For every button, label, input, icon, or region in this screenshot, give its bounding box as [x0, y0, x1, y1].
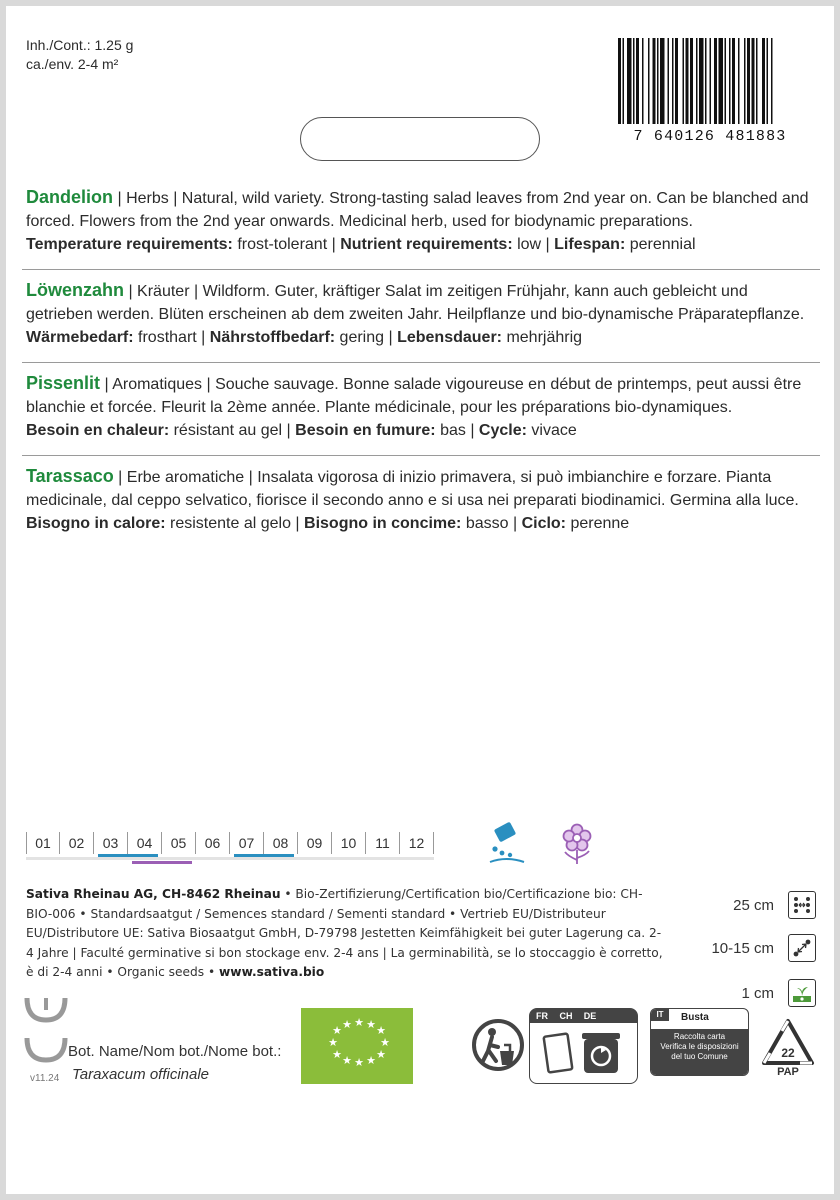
requirement-label: Lifespan:: [554, 236, 626, 253]
svg-text:★: ★: [354, 1016, 364, 1029]
eu-organic-logo: [301, 1008, 413, 1084]
divider: [22, 455, 820, 456]
requirement-value: basso |: [461, 515, 522, 532]
month-09: 09: [298, 832, 332, 854]
growing-requirements: [26, 419, 816, 442]
plant-spacing-value: 10-15 cm: [711, 939, 774, 957]
month-03: 03: [94, 832, 128, 854]
content-info: [26, 36, 133, 74]
botanical-name-label: Bot. Name/Nom bot./Nome bot.:: [68, 1043, 282, 1060]
requirement-value: mehrjährig: [502, 329, 583, 346]
hang-hole: [300, 117, 540, 161]
row-spacing: [690, 891, 816, 919]
country-de: DE: [583, 1011, 597, 1021]
variety-name: Dandelion: [26, 187, 114, 207]
paper-bin-icon: [584, 1039, 618, 1073]
content-area: ca./env. 2-4 m²: [26, 56, 119, 72]
month-06: 06: [196, 832, 230, 854]
calendar-baseline: [26, 857, 434, 860]
requirement-value: bas |: [435, 422, 479, 439]
company-info: [26, 885, 666, 983]
description-italian: [26, 465, 816, 535]
requirement-label: Besoin en fumure:: [295, 422, 436, 439]
requirement-label: Ciclo:: [521, 515, 567, 532]
row-spacing-value: 25 cm: [733, 896, 774, 914]
sowing-depth-icon: [788, 979, 816, 1007]
busta-title: Busta: [681, 1012, 709, 1023]
variety-name: Löwenzahn: [26, 280, 124, 300]
svg-text:★: ★: [376, 1048, 386, 1061]
requirement-label: Lebensdauer:: [397, 329, 502, 346]
month-10: 10: [332, 832, 366, 854]
tidyman-recycle-icon: [470, 1017, 526, 1073]
requirement-value: gering |: [335, 329, 398, 346]
requirement-value: frost-tolerant |: [232, 236, 341, 253]
plant-spacing: [690, 934, 816, 962]
pap-recycle-icon: [758, 1017, 818, 1077]
requirement-value: résistant au gel |: [169, 422, 296, 439]
company-details: • Bio-Zertifizierung/Certification bio/Certificazione bio: CH-BIO-006 • Standardsaatgut / Semences standard / Sementi standard • Vertrieb EU/Distributeur EU/Distributore UE: Sativa Biosaatgut GmbH, D-79798 Jestetten Keimfähigkeit bei guter Lagerung ca. 2-4 Jahre | Faculté germinative si bon stockage env. 2-4 ans | La germinabilità, se lo stoccaggio è corretto, è di 2-4 anni • Organic seeds •: [26, 887, 663, 979]
hanging-tab-icon: [24, 996, 68, 1024]
plant-spacing-icon: [788, 934, 816, 962]
busta-line-1: Raccolta carta: [673, 1032, 726, 1041]
company-website[interactable]: www.sativa.bio: [219, 965, 325, 979]
month-02: 02: [60, 832, 94, 854]
barcode: [604, 36, 816, 144]
botanical-name-value: Taraxacum officinale: [72, 1066, 210, 1083]
month-08: 08: [264, 832, 298, 854]
svg-text:★: ★: [328, 1036, 338, 1049]
requirement-value: low |: [512, 236, 555, 253]
requirement-label: Bisogno in calore:: [26, 515, 166, 532]
variety-name: Tarassaco: [26, 466, 114, 486]
pap-label: PAP: [777, 1066, 799, 1077]
requirement-value: vivace: [526, 422, 577, 439]
content-weight: Inh./Cont.: 1.25 g: [26, 37, 134, 53]
company-name: Sativa Rheinau AG, CH-8462 Rheinau: [26, 887, 281, 901]
requirement-label: Temperature requirements:: [26, 236, 233, 253]
svg-text:★: ★: [366, 1018, 376, 1031]
svg-text:★: ★: [376, 1024, 386, 1037]
italy-code: IT: [651, 1009, 669, 1021]
requirement-label: Nutrient requirements:: [340, 236, 513, 253]
version-label: v11.24: [30, 1073, 60, 1084]
month-01: 01: [26, 832, 60, 854]
svg-text:★: ★: [380, 1036, 390, 1049]
requirement-label: Bisogno in concime:: [304, 515, 462, 532]
sowing-period-bar: [234, 854, 294, 857]
sowing-depth-value: 1 cm: [741, 984, 774, 1002]
month-calendar: [26, 832, 434, 854]
svg-text:★: ★: [366, 1054, 376, 1067]
requirement-label: Nährstoffbedarf:: [209, 329, 336, 346]
requirement-value: resistente al gelo |: [165, 515, 305, 532]
requirement-value: perenne: [566, 515, 630, 532]
requirement-label: Cycle:: [478, 422, 527, 439]
busta-line-3: del tuo Comune: [671, 1052, 728, 1061]
variety-description: | Erbe aromatiche | Insalata vigorosa di inizio primavera, si può imbianchire e forzare. Pianta medicinale, dal ceppo selvatico, fiorisce il secondo anno e si usa nei preparati biodinamici. Germina alla luce.: [26, 469, 799, 509]
month-07: 07: [230, 832, 264, 854]
svg-text:★: ★: [332, 1024, 342, 1037]
month-05: 05: [162, 832, 196, 854]
description-french: [26, 372, 816, 442]
country-fr: FR: [536, 1011, 548, 1021]
variety-name: Pissenlit: [26, 373, 101, 393]
month-11: 11: [366, 832, 400, 854]
description-text: [26, 279, 816, 326]
variety-description: | Herbs | Natural, wild variety. Strong-tasting salad leaves from 2nd year on. Can be blanched and forced. Flowers from the 2nd year onwards. Medicinal herb, used for biodynamic preparations.: [26, 190, 809, 230]
variety-description: | Kräuter | Wildform. Guter, kräftiger Salat im zeitigen Frühjahr, kann auch gebleicht und getrieben werden. Blüten erscheinen ab dem zweiten Jahr. Heilpflanze und bio-dynamische Präparatepflanze.: [26, 283, 805, 323]
description-text: [26, 186, 816, 233]
triman-panel: [529, 1008, 638, 1084]
requirement-label: Wärmebedarf:: [26, 329, 134, 346]
sowing-depth: [690, 979, 816, 1007]
svg-text:★: ★: [354, 1056, 364, 1069]
divider: [22, 269, 820, 270]
italian-disposal-panel: [650, 1008, 749, 1076]
requirement-value: perennial: [625, 236, 696, 253]
svg-text:★: ★: [342, 1018, 352, 1031]
pap-number: 22: [781, 1046, 795, 1060]
variety-description: | Aromatiques | Souche sauvage. Bonne salade vigoureuse en début de printemps, peut aussi être blanchie et forcée. Fleurit la 2ème année. Plante médicinale, pour les préparations bio-dynamiques.: [26, 376, 802, 416]
month-12: 12: [400, 832, 434, 854]
description-text: [26, 465, 816, 512]
requirement-value: frosthart |: [133, 329, 210, 346]
divider: [22, 362, 820, 363]
description-text: [26, 372, 816, 419]
sowing-period-bar: [98, 854, 158, 857]
month-04: 04: [128, 832, 162, 854]
barcode-number: 7 640126 481883: [633, 128, 787, 144]
requirement-label: Besoin en chaleur:: [26, 422, 170, 439]
hanging-tab-icon: [24, 1036, 68, 1064]
description-english: [26, 186, 816, 256]
growing-requirements: [26, 233, 816, 256]
packet-icon: [544, 1034, 573, 1073]
description-german: [26, 279, 816, 349]
country-ch: CH: [559, 1011, 573, 1021]
sowing-icon: [486, 822, 528, 866]
flowering-period-bar: [132, 861, 192, 864]
growing-requirements: [26, 326, 816, 349]
flower-icon: [556, 822, 598, 866]
svg-text:★: ★: [332, 1048, 342, 1061]
row-spacing-icon: [788, 891, 816, 919]
growing-requirements: [26, 512, 816, 535]
svg-text:★: ★: [342, 1054, 352, 1067]
busta-line-2: Verifica le disposizioni: [660, 1042, 739, 1051]
